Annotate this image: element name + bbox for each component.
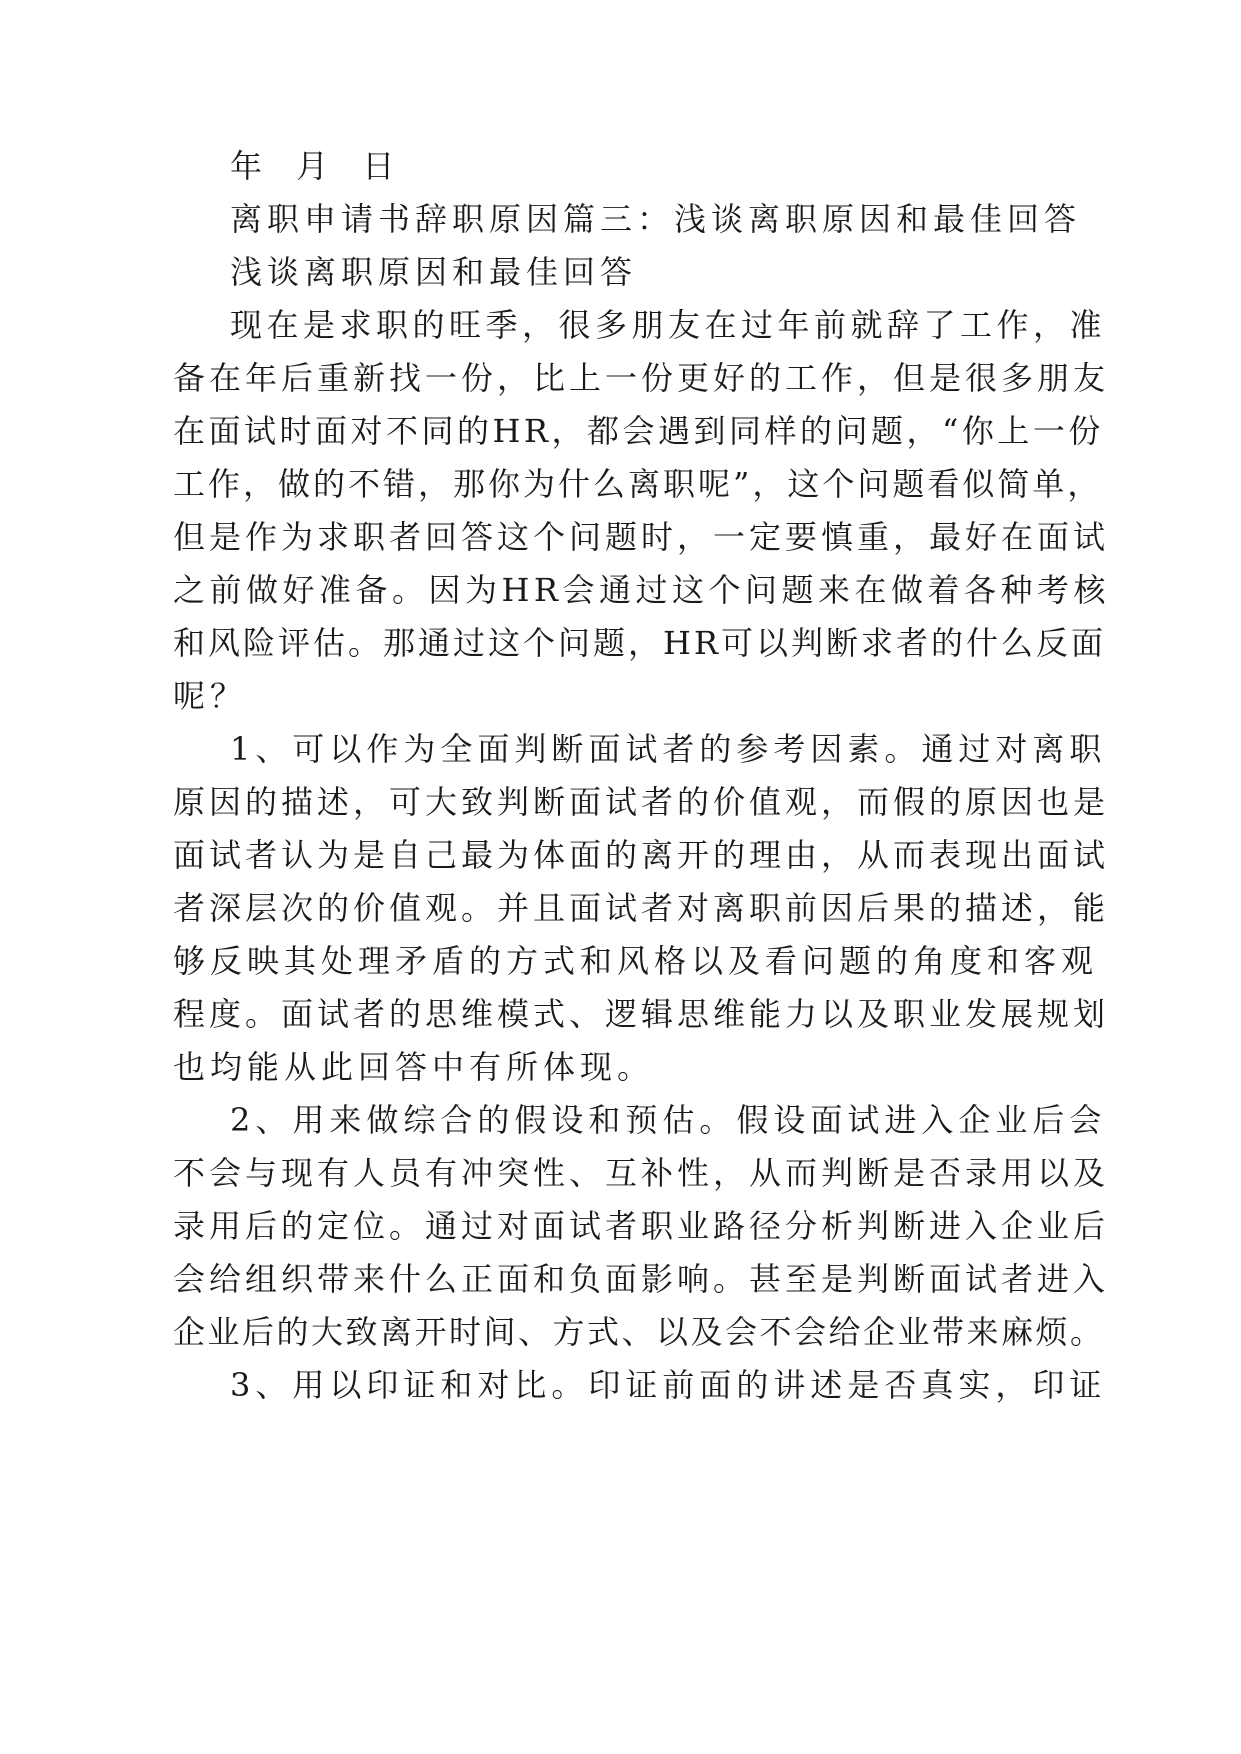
paragraph-2-line-3: 面试者认为是自己最为体面的离开的理由，从而表现出面试 [173,836,1110,874]
paragraph-2-line-4: 者深层次的价值观。并且面试者对离职前因后果的描述，能 [173,889,1110,927]
paragraph-2-line-2: 原因的描述，可大致判断面试者的价值观，而假的原因也是 [173,783,1110,821]
paragraph-3-line-5: 企业后的大致离开时间、方式、以及会不会给企业带来麻烦。 [173,1313,1105,1351]
paragraph-1-line-3: 在面试时面对不同的HR，都会遇到同样的问题，“你上一份 [173,412,1104,450]
paragraph-2-line-6: 程度。面试者的思维模式、逻辑思维能力以及职业发展规划 [173,995,1110,1033]
paragraph-3-line-3: 录用后的定位。通过对面试者职业路径分析判断进入企业后 [173,1207,1110,1245]
paragraph-3-line-1: 2、用来做综合的假设和预估。假设面试进入企业后会 [230,1101,1107,1139]
section-heading: 离职申请书辞职原因篇三：浅谈离职原因和最佳回答 [230,200,1082,238]
paragraph-1-line-6: 之前做好准备。因为HR会通过这个问题来在做着各种考核 [173,571,1111,609]
article-title: 浅谈离职原因和最佳回答 [230,253,638,291]
paragraph-2-line-1: 1、可以作为全面判断面试者的参考因素。通过对离职 [230,730,1107,768]
paragraph-1-line-7: 和风险评估。那通过这个问题，HR可以判断求者的什么反面 [173,624,1107,662]
paragraph-2-line-5: 够反映其处理矛盾的方式和风格以及看问题的角度和客观 [173,942,1099,980]
paragraph-1-line-8: 呢？ [173,677,248,715]
paragraph-1-line-2: 备在年后重新找一份，比上一份更好的工作，但是很多朋友 [173,359,1110,397]
paragraph-1-line-1: 现在是求职的旺季，很多朋友在过年前就辞了工作，准 [230,306,1107,344]
date-line: 年 月 日 [230,147,407,185]
paragraph-3-line-2: 不会与现有人员有冲突性、互补性，从而判断是否录用以及 [173,1154,1110,1192]
paragraph-3-line-4: 会给组织带来什么正面和负面影响。甚至是判断面试者进入 [173,1260,1110,1298]
paragraph-1-line-4: 工作，做的不错，那你为什么离职呢”，这个问题看似简单， [173,465,1103,503]
paragraph-1-line-5: 但是作为求职者回答这个问题时，一定要慎重，最好在面试 [173,518,1110,556]
paragraph-4-line-1: 3、用以印证和对比。印证前面的讲述是否真实，印证 [230,1366,1107,1404]
paragraph-2-line-7: 也均能从此回答中有所体现。 [173,1048,655,1086]
